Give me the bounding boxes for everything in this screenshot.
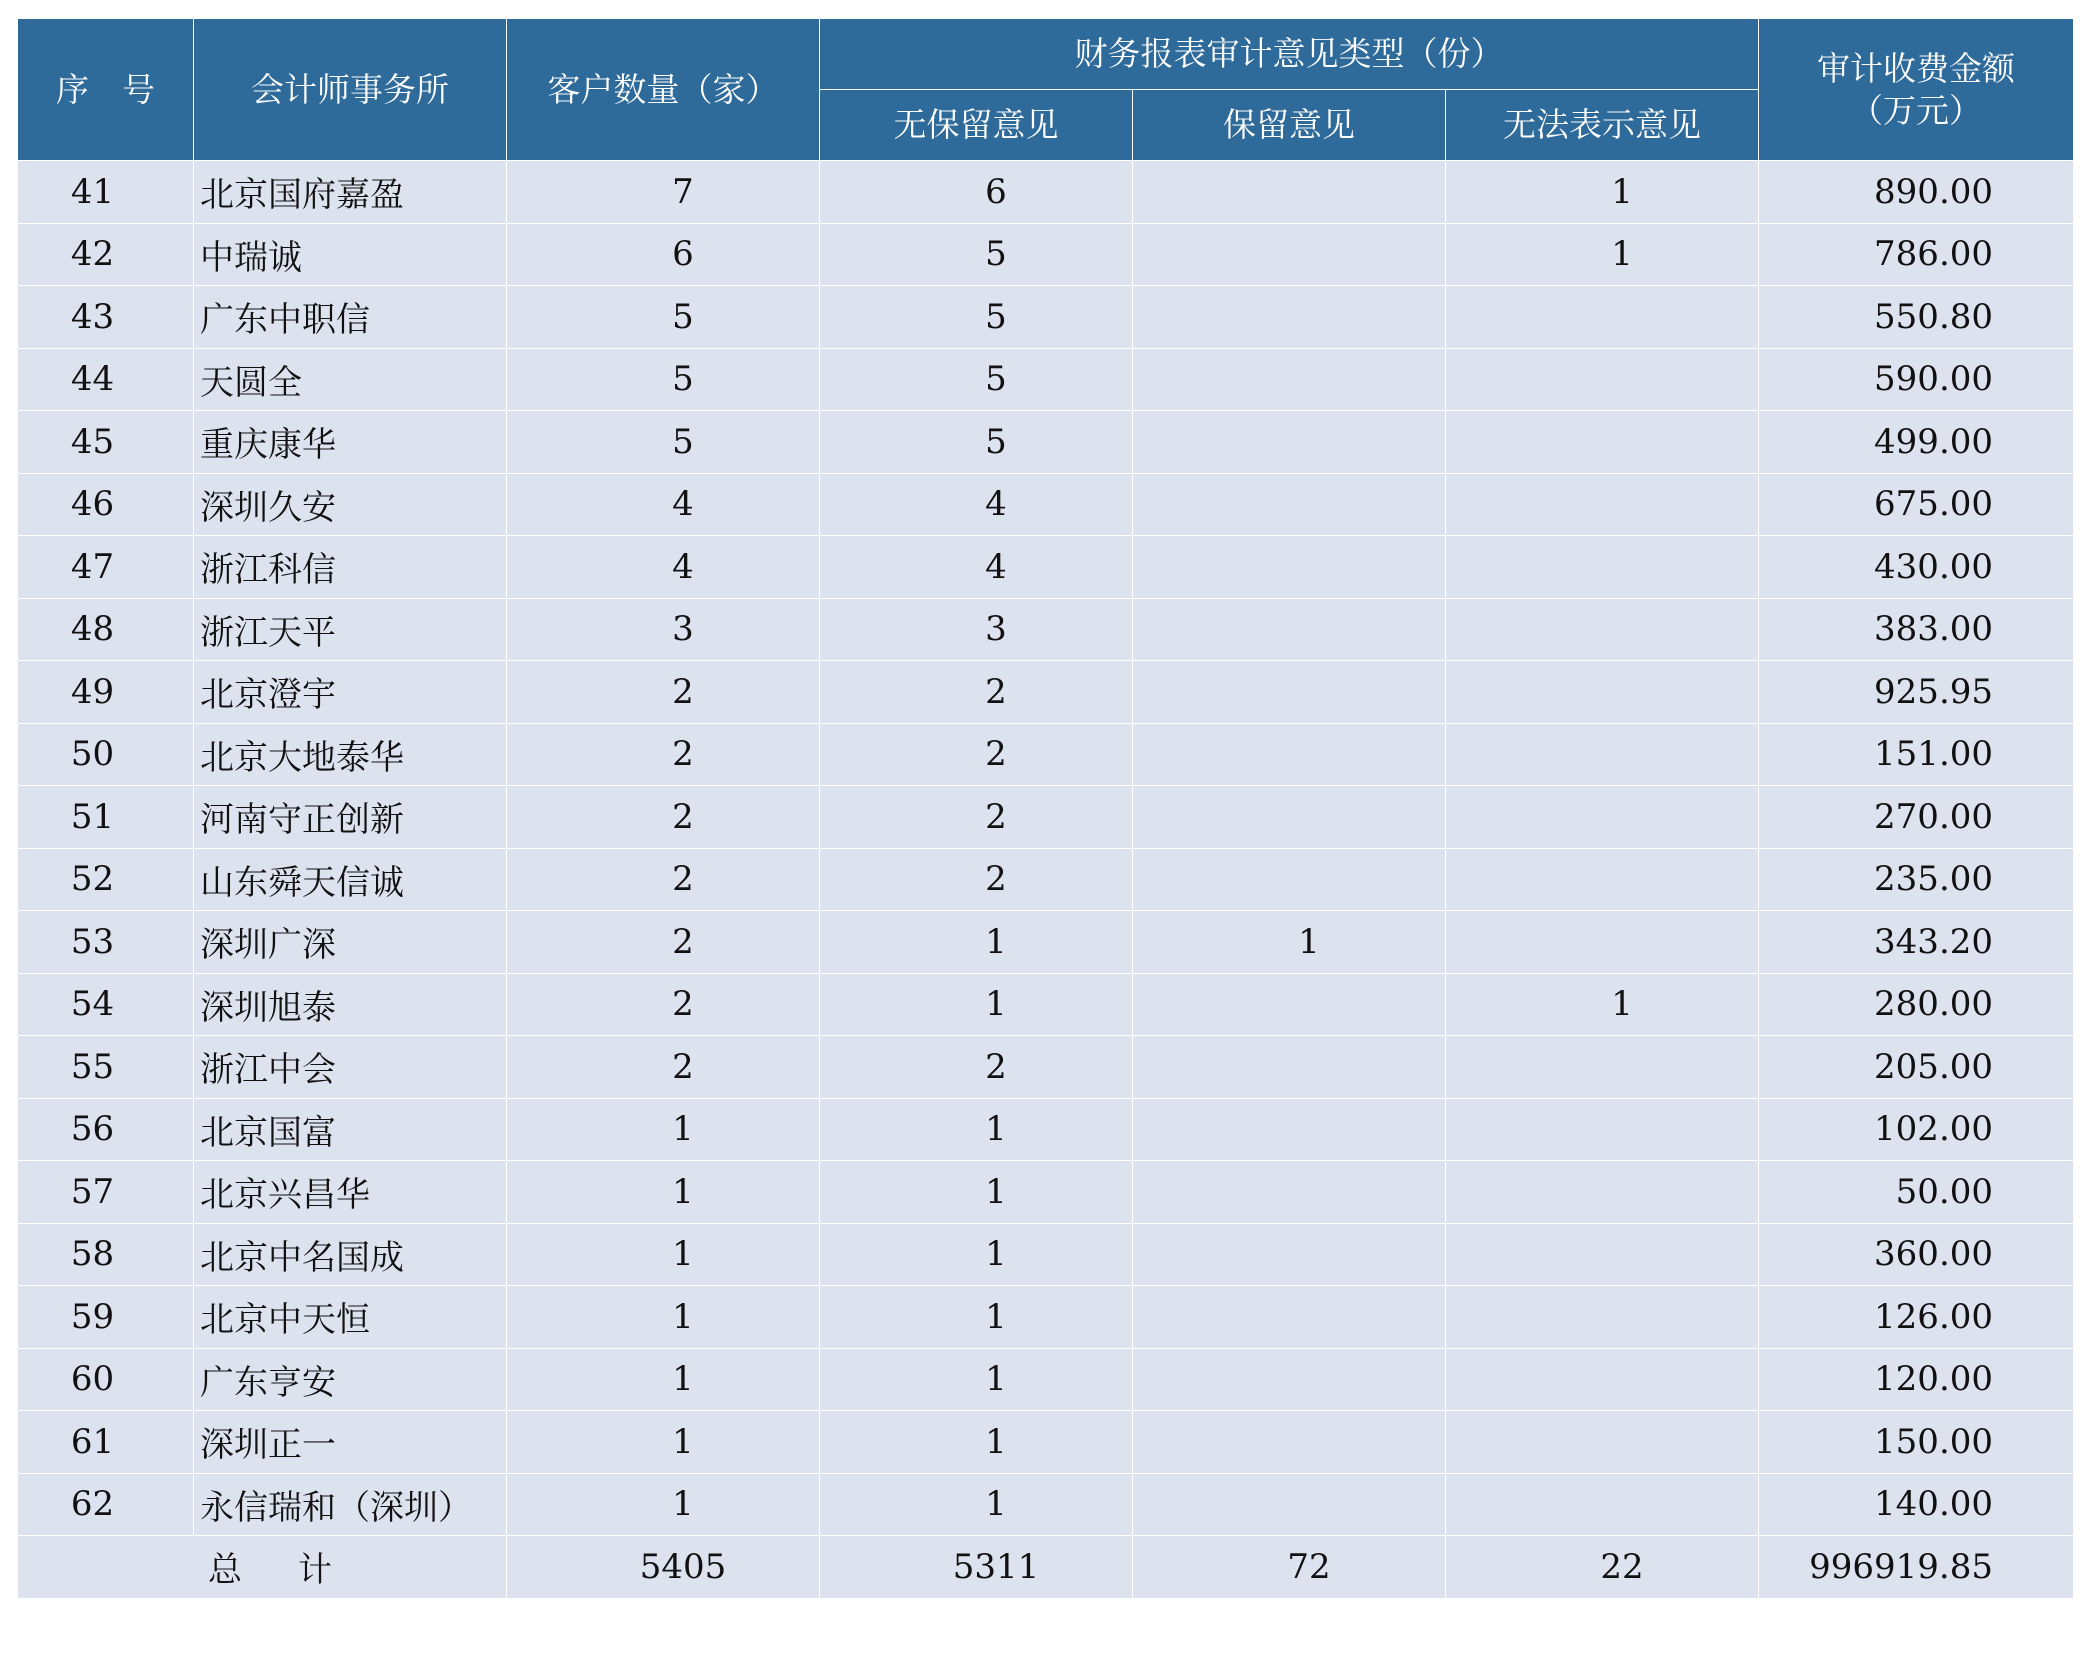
table-row [18, 286, 2074, 349]
header-clients: 客户数量（家） [507, 19, 820, 161]
cell-firm: 深圳广深 [194, 911, 507, 974]
cell-fee: 550.80 [1759, 286, 2074, 349]
cell-clients: 1 [507, 1223, 820, 1286]
header-firm: 会计师事务所 [194, 19, 507, 161]
header-fee [1759, 19, 2074, 161]
cell-seq: 61 [18, 1411, 194, 1474]
cell-firm: 北京澄宇 [194, 661, 507, 724]
cell-seq: 47 [18, 536, 194, 599]
cell-firm: 深圳久安 [194, 473, 507, 536]
cell-clients: 7 [507, 161, 820, 224]
cell-fee: 590.00 [1759, 348, 2074, 411]
cell-disclaimer [1446, 786, 1759, 849]
cell-disclaimer [1446, 1473, 1759, 1536]
cell-disclaimer [1446, 348, 1759, 411]
cell-fee: 675.00 [1759, 473, 2074, 536]
cell-disclaimer [1446, 598, 1759, 661]
cell-seq: 49 [18, 661, 194, 724]
table-row [18, 473, 2074, 536]
cell-firm: 北京中名国成 [194, 1223, 507, 1286]
cell-firm: 北京兴昌华 [194, 1161, 507, 1224]
cell-unqualified: 6 [820, 161, 1133, 224]
cell-qualified [1133, 598, 1446, 661]
header-unqualified: 无保留意见 [820, 90, 1133, 161]
cell-clients: 2 [507, 723, 820, 786]
total-label [18, 1536, 507, 1599]
cell-seq: 57 [18, 1161, 194, 1224]
cell-disclaimer [1446, 411, 1759, 474]
cell-firm: 北京大地泰华 [194, 723, 507, 786]
cell-disclaimer: 1 [1446, 973, 1759, 1036]
table-row [18, 723, 2074, 786]
cell-seq: 42 [18, 223, 194, 286]
cell-firm: 北京中天恒 [194, 1286, 507, 1349]
cell-unqualified: 1 [820, 1161, 1133, 1224]
cell-fee: 360.00 [1759, 1223, 2074, 1286]
cell-clients: 2 [507, 973, 820, 1036]
total-label-a: 总 [208, 1550, 242, 1591]
table-body [18, 161, 2074, 1599]
cell-qualified [1133, 348, 1446, 411]
cell-clients: 6 [507, 223, 820, 286]
cell-qualified [1133, 286, 1446, 349]
cell-seq: 45 [18, 411, 194, 474]
cell-seq: 54 [18, 973, 194, 1036]
cell-unqualified: 1 [820, 911, 1133, 974]
cell-seq: 58 [18, 1223, 194, 1286]
cell-clients: 5 [507, 348, 820, 411]
cell-qualified [1133, 1161, 1446, 1224]
cell-firm: 浙江天平 [194, 598, 507, 661]
cell-disclaimer [1446, 723, 1759, 786]
table-row [18, 786, 2074, 849]
cell-fee: 786.00 [1759, 223, 2074, 286]
cell-disclaimer [1446, 1348, 1759, 1411]
cell-disclaimer [1446, 1098, 1759, 1161]
cell-clients: 2 [507, 661, 820, 724]
table-row [18, 1161, 2074, 1224]
cell-firm: 浙江科信 [194, 536, 507, 599]
cell-seq: 62 [18, 1473, 194, 1536]
cell-clients: 1 [507, 1348, 820, 1411]
table-row [18, 536, 2074, 599]
cell-disclaimer [1446, 848, 1759, 911]
cell-fee: 499.00 [1759, 411, 2074, 474]
cell-clients: 3 [507, 598, 820, 661]
cell-qualified [1133, 661, 1446, 724]
cell-seq: 53 [18, 911, 194, 974]
cell-firm: 深圳正一 [194, 1411, 507, 1474]
cell-qualified [1133, 1223, 1446, 1286]
cell-disclaimer [1446, 1411, 1759, 1474]
cell-seq: 59 [18, 1286, 194, 1349]
cell-fee: 205.00 [1759, 1036, 2074, 1099]
header-qualified: 保留意见 [1133, 90, 1446, 161]
cell-clients: 1 [507, 1161, 820, 1224]
cell-disclaimer: 1 [1446, 161, 1759, 224]
cell-clients: 5 [507, 286, 820, 349]
total-unqualified: 5311 [820, 1536, 1133, 1599]
table-row [18, 348, 2074, 411]
header-fee-line2: （万元） [1850, 90, 1983, 130]
cell-qualified [1133, 848, 1446, 911]
cell-fee: 270.00 [1759, 786, 2074, 849]
cell-clients: 2 [507, 911, 820, 974]
cell-seq: 51 [18, 786, 194, 849]
cell-unqualified: 2 [820, 786, 1133, 849]
table-row [18, 411, 2074, 474]
cell-clients: 4 [507, 536, 820, 599]
cell-unqualified: 2 [820, 723, 1133, 786]
cell-seq: 44 [18, 348, 194, 411]
table-row [18, 161, 2074, 224]
cell-seq: 48 [18, 598, 194, 661]
cell-firm: 天圆全 [194, 348, 507, 411]
cell-qualified [1133, 723, 1446, 786]
cell-firm: 山东舜天信诚 [194, 848, 507, 911]
cell-qualified [1133, 223, 1446, 286]
cell-fee: 430.00 [1759, 536, 2074, 599]
cell-disclaimer [1446, 286, 1759, 349]
total-row [18, 1536, 2074, 1599]
table-row [18, 1036, 2074, 1099]
cell-fee: 150.00 [1759, 1411, 2074, 1474]
table-row [18, 598, 2074, 661]
cell-firm: 北京国府嘉盈 [194, 161, 507, 224]
cell-qualified [1133, 1473, 1446, 1536]
total-clients: 5405 [507, 1536, 820, 1599]
table-row [18, 1286, 2074, 1349]
cell-disclaimer [1446, 473, 1759, 536]
cell-seq: 56 [18, 1098, 194, 1161]
table-row [18, 223, 2074, 286]
cell-fee: 50.00 [1759, 1161, 2074, 1224]
cell-seq: 41 [18, 161, 194, 224]
cell-unqualified: 4 [820, 473, 1133, 536]
header-opinion-group: 财务报表审计意见类型（份） [820, 19, 1759, 90]
cell-qualified [1133, 161, 1446, 224]
cell-disclaimer [1446, 1036, 1759, 1099]
cell-seq: 60 [18, 1348, 194, 1411]
cell-unqualified: 1 [820, 1411, 1133, 1474]
total-disclaimer: 22 [1446, 1536, 1759, 1599]
cell-unqualified: 1 [820, 1348, 1133, 1411]
cell-unqualified: 5 [820, 286, 1133, 349]
cell-clients: 2 [507, 786, 820, 849]
table-row [18, 1223, 2074, 1286]
audit-table-container [17, 18, 2073, 1599]
audit-opinion-table [17, 18, 2074, 1599]
cell-clients: 1 [507, 1098, 820, 1161]
cell-unqualified: 2 [820, 848, 1133, 911]
cell-unqualified: 1 [820, 1223, 1133, 1286]
header-fee-line1: 审计收费金额 [1817, 49, 2016, 89]
cell-unqualified: 5 [820, 223, 1133, 286]
table-row [18, 1473, 2074, 1536]
cell-fee: 925.95 [1759, 661, 2074, 724]
cell-qualified [1133, 411, 1446, 474]
cell-seq: 46 [18, 473, 194, 536]
cell-clients: 2 [507, 1036, 820, 1099]
cell-unqualified: 1 [820, 1473, 1133, 1536]
cell-fee: 151.00 [1759, 723, 2074, 786]
table-row [18, 911, 2074, 974]
cell-seq: 43 [18, 286, 194, 349]
table-row [18, 1098, 2074, 1161]
cell-disclaimer [1446, 1286, 1759, 1349]
cell-seq: 55 [18, 1036, 194, 1099]
table-row [18, 973, 2074, 1036]
cell-clients: 1 [507, 1473, 820, 1536]
cell-qualified: 1 [1133, 911, 1446, 974]
cell-unqualified: 5 [820, 348, 1133, 411]
cell-qualified [1133, 973, 1446, 1036]
cell-disclaimer [1446, 536, 1759, 599]
cell-qualified [1133, 1036, 1446, 1099]
cell-unqualified: 1 [820, 1098, 1133, 1161]
cell-qualified [1133, 1286, 1446, 1349]
cell-fee: 890.00 [1759, 161, 2074, 224]
cell-disclaimer [1446, 1223, 1759, 1286]
table-row [18, 661, 2074, 724]
cell-firm: 深圳旭泰 [194, 973, 507, 1036]
cell-unqualified: 5 [820, 411, 1133, 474]
cell-unqualified: 4 [820, 536, 1133, 599]
cell-fee: 120.00 [1759, 1348, 2074, 1411]
header-seq: 序 号 [18, 19, 194, 161]
cell-fee: 235.00 [1759, 848, 2074, 911]
cell-seq: 52 [18, 848, 194, 911]
cell-unqualified: 1 [820, 973, 1133, 1036]
table-row [18, 848, 2074, 911]
cell-firm: 永信瑞和（深圳） [194, 1473, 507, 1536]
cell-unqualified: 2 [820, 1036, 1133, 1099]
total-qualified: 72 [1133, 1536, 1446, 1599]
cell-firm: 广东亨安 [194, 1348, 507, 1411]
cell-unqualified: 1 [820, 1286, 1133, 1349]
cell-clients: 1 [507, 1286, 820, 1349]
cell-qualified [1133, 473, 1446, 536]
cell-fee: 343.20 [1759, 911, 2074, 974]
cell-qualified [1133, 786, 1446, 849]
cell-clients: 5 [507, 411, 820, 474]
total-fee: 996919.85 [1759, 1536, 2074, 1599]
cell-seq: 50 [18, 723, 194, 786]
cell-qualified [1133, 536, 1446, 599]
cell-disclaimer [1446, 911, 1759, 974]
cell-clients: 1 [507, 1411, 820, 1474]
table-row [18, 1411, 2074, 1474]
cell-disclaimer [1446, 1161, 1759, 1224]
cell-qualified [1133, 1411, 1446, 1474]
cell-fee: 383.00 [1759, 598, 2074, 661]
cell-fee: 126.00 [1759, 1286, 2074, 1349]
cell-unqualified: 2 [820, 661, 1133, 724]
cell-firm: 北京国富 [194, 1098, 507, 1161]
cell-qualified [1133, 1098, 1446, 1161]
cell-firm: 河南守正创新 [194, 786, 507, 849]
cell-fee: 102.00 [1759, 1098, 2074, 1161]
table-header [18, 19, 2074, 161]
header-disclaimer: 无法表示意见 [1446, 90, 1759, 161]
cell-clients: 2 [507, 848, 820, 911]
table-row [18, 1348, 2074, 1411]
cell-disclaimer [1446, 661, 1759, 724]
cell-unqualified: 3 [820, 598, 1133, 661]
cell-firm: 浙江中会 [194, 1036, 507, 1099]
cell-qualified [1133, 1348, 1446, 1411]
cell-disclaimer: 1 [1446, 223, 1759, 286]
cell-firm: 中瑞诚 [194, 223, 507, 286]
cell-firm: 重庆康华 [194, 411, 507, 474]
total-label-b: 计 [298, 1550, 332, 1591]
cell-fee: 280.00 [1759, 973, 2074, 1036]
cell-fee: 140.00 [1759, 1473, 2074, 1536]
cell-firm: 广东中职信 [194, 286, 507, 349]
cell-clients: 4 [507, 473, 820, 536]
